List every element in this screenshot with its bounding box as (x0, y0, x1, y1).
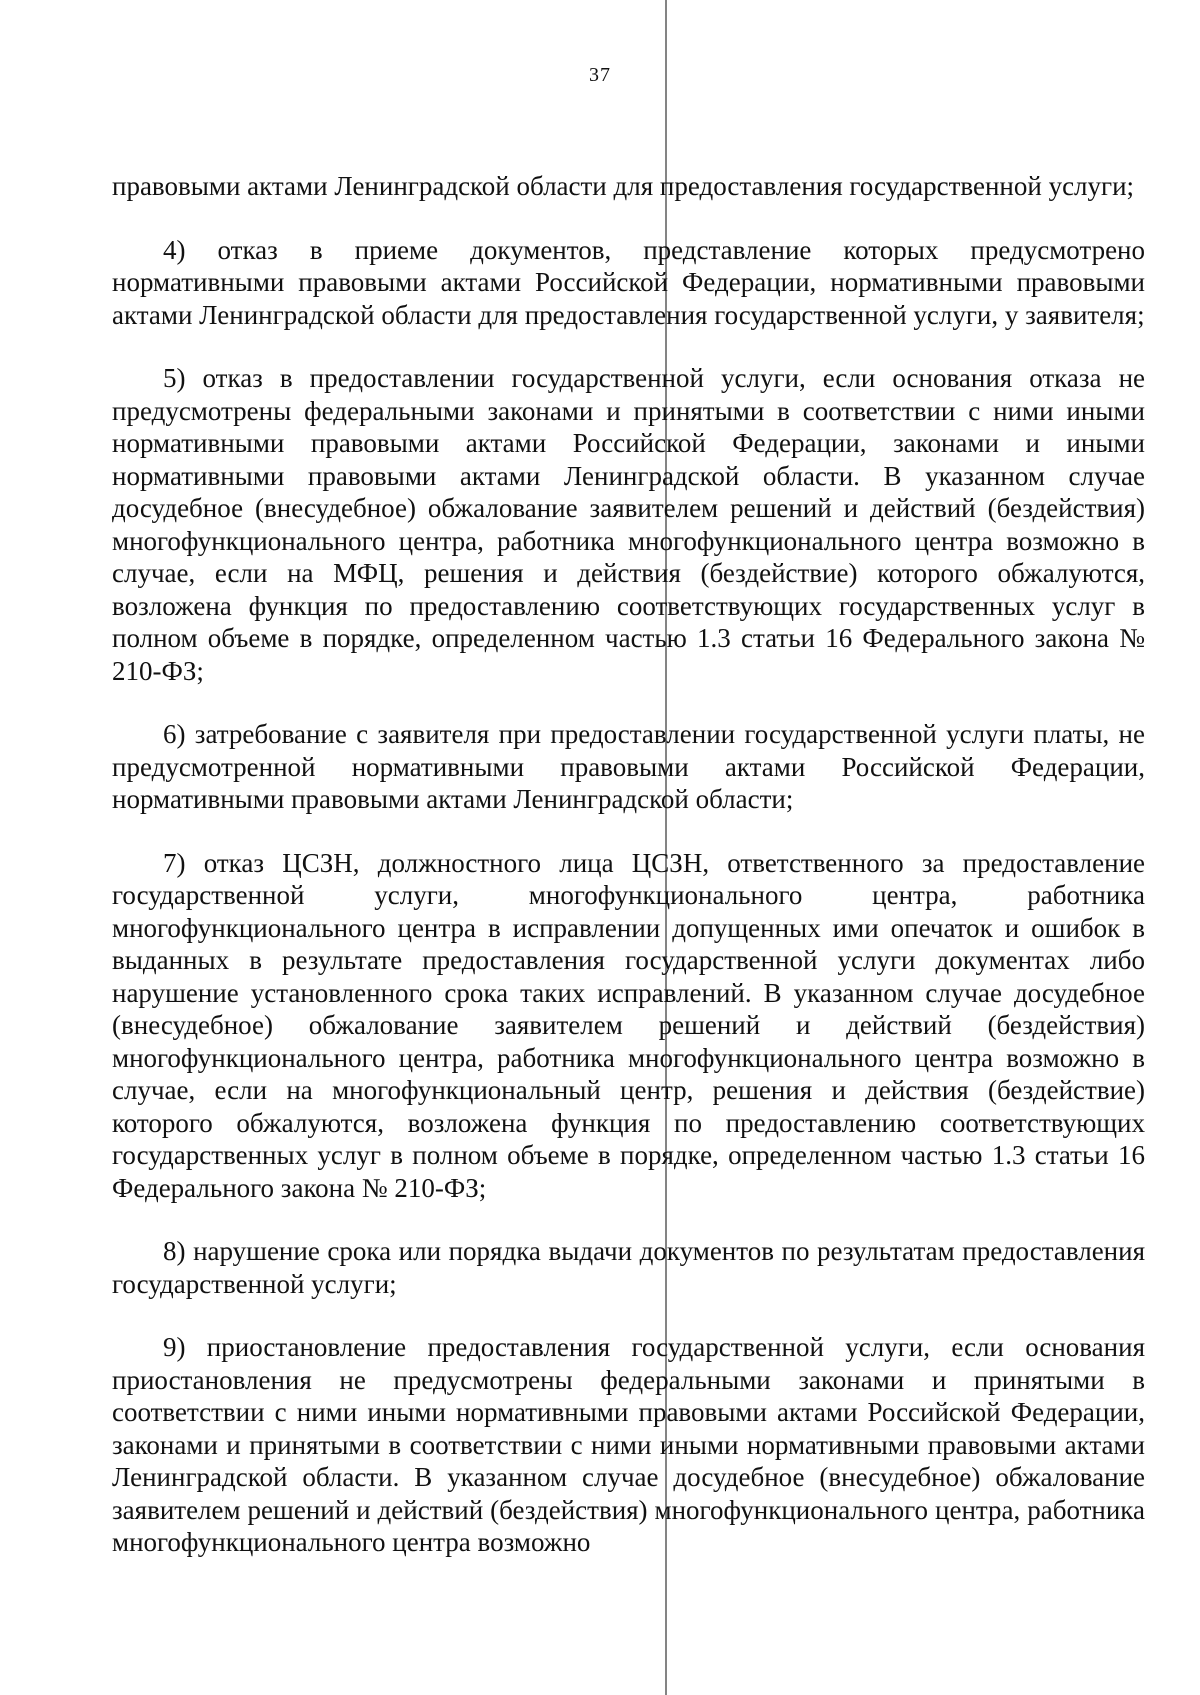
paragraph-item-6: 6) затребование с заявителя при предоставлении государственной услуги платы, не предусмотренной нормативными правовыми актами Российской Федерации, нормативными правовыми актами Ленинградской области; (112, 719, 1145, 814)
paragraph-item-5: 5) отказ в предоставлении государственной услуги, если основания отказа не предусмотрены федеральными законами и принятыми в соответствии с ними иными нормативными правовыми актами Российской Федерации, законами и иными нормативными правовыми актами Ленинградской области. В указанном случае досудебное (внесудебное) обжалование заявителем решений и действий (бездействия) многофункционального центра, работника многофункционального центра возможно в случае, если на МФЦ, решения и действия (бездействие) которого обжалуются, возложена функция по предоставлению соответствующих государственных услуг в полном объеме в порядке, определенном частью 1.3 статьи 16 Федерального закона № 210-ФЗ; (112, 363, 1145, 686)
page-number: 37 (589, 64, 611, 86)
paragraph-item-8: 8) нарушение срока или порядка выдачи документов по результатам предоставления государственной услуги; (112, 1236, 1145, 1299)
paragraph-item-9: 9) приостановление предоставления государственной услуги, если основания приостановления не предусмотрены федеральными законами и принятыми в соответствии с ними иными нормативными правовыми актами Российской Федерации, законами и принятыми в соответствии с ними иными нормативными правовыми актами Ленинградской области. В указанном случае досудебное (внесудебное) обжалование заявителем решений и действий (бездействия) многофункционального центра, работника многофункционального центра возможно (112, 1332, 1145, 1557)
paragraph-item-4: 4) отказ в приеме документов, представление которых предусмотрено нормативными правовыми актами Российской Федерации, нормативными правовыми актами Ленинградской области для предоставления государственной услуги, у заявителя; (112, 234, 1145, 330)
document-body (112, 170, 1145, 1590)
paragraph-continuation: правовыми актами Ленинградской области для предоставления государственной услуги; (112, 171, 1135, 201)
paragraph-item-7: 7) отказ ЦСЗН, должностного лица ЦСЗН, ответственного за предоставление государственной услуги, многофункционального центра, работника многофункционального центра в исправлении допущенных ими опечаток и ошибок в выданных в результате предоставления государственной услуги документах либо нарушение установленного срока таких исправлений. В указанном случае досудебное (внесудебное) обжалование заявителем решений и действий (бездействия) многофункционального центра, работника многофункционального центра возможно в случае, если на многофункциональный центр, решения и действия (бездействие) которого обжалуются, возложена функция по предоставлению соответствующих государственных услуг в полном объеме в порядке, определенном частью 1.3 статьи 16 Федерального закона № 210-ФЗ; (112, 847, 1145, 1203)
